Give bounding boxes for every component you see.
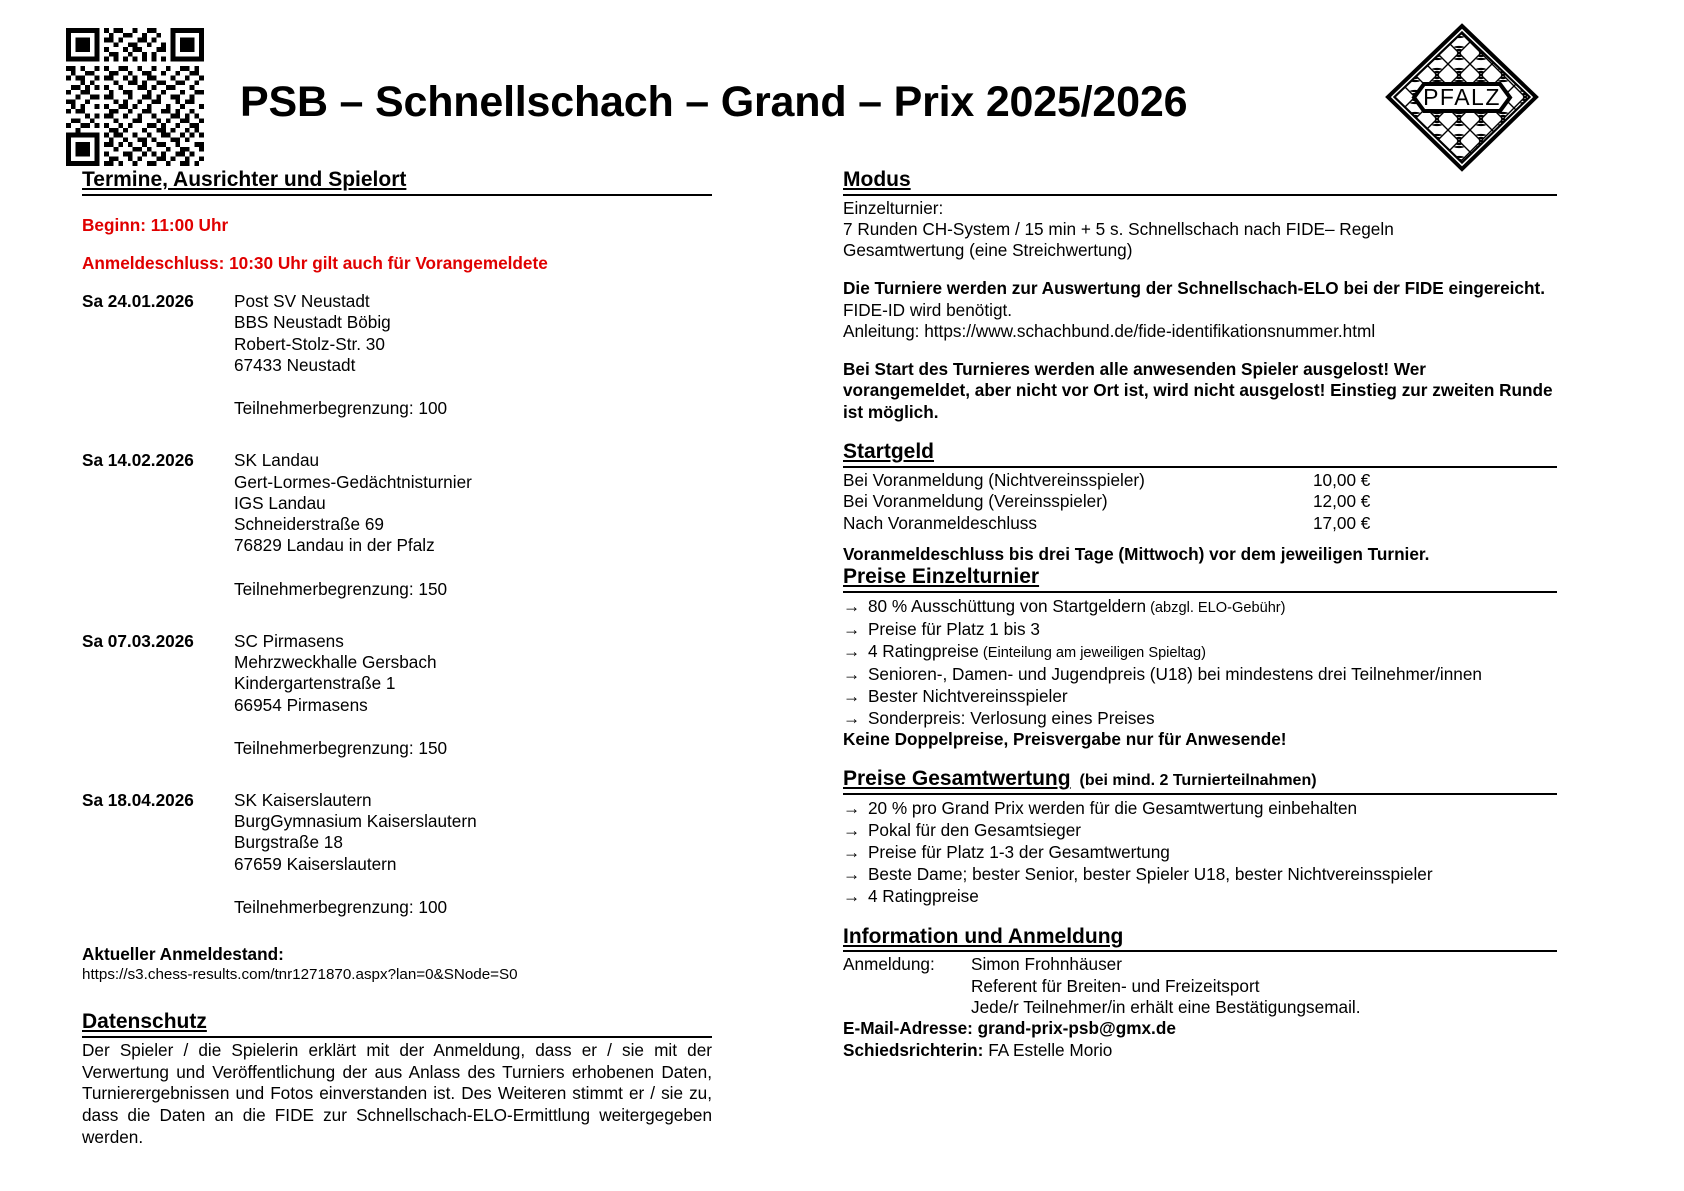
event-date: Sa 14.02.2026 bbox=[82, 450, 194, 471]
section-heading-modus bbox=[843, 168, 1557, 196]
event-date: Sa 24.01.2026 bbox=[82, 291, 194, 312]
anmeldeschluss-text: Anmeldeschluss: 10:30 Uhr gilt auch für Vorangemeldete bbox=[82, 253, 548, 273]
gesamt-preis-item-text: Preise für Platz 1-3 der Gesamtwertung bbox=[863, 842, 1170, 863]
schiedsrichterin-value: FA Estelle Morio bbox=[988, 1039, 1113, 1060]
event-participant-limit: Teilnehmerbegrenzung: 150 bbox=[234, 737, 448, 758]
startgeld-row bbox=[843, 491, 1557, 513]
section-heading-termine bbox=[82, 168, 712, 196]
section-heading-preise-gesamt bbox=[843, 767, 1557, 795]
anmeldestand-url[interactable]: https://s3.chess-results.com/tnr1271870.aspx?lan=0&SNode=S0 bbox=[82, 966, 518, 984]
auslosung-notice: Bei Start des Turnieres werden alle anwesenden Spieler ausgelost! Wer vorangemeldet, aber nicht vor Ort ist, wird nicht ausgelost! Einstieg zur zweiten Runde ist möglich. bbox=[843, 359, 1558, 422]
event-venue-line: SK Landau bbox=[234, 450, 320, 471]
spacer bbox=[82, 419, 712, 450]
pfalz-chess-diamond-logo-icon bbox=[1382, 20, 1542, 175]
beginn-text: Beginn: 11:00 Uhr bbox=[82, 214, 229, 235]
preise-einzel-list bbox=[843, 595, 1557, 729]
event-venue-line: SK Kaiserslautern bbox=[234, 789, 372, 810]
anmeldung-role-row bbox=[843, 976, 1557, 997]
spacer-cell-2 bbox=[843, 997, 971, 1018]
event-row bbox=[82, 291, 712, 419]
email-value[interactable]: grand-prix-psb@gmx.de bbox=[977, 1018, 1176, 1039]
event-venue-line: 76829 Landau in der Pfalz bbox=[234, 535, 435, 556]
event-date: Sa 18.04.2026 bbox=[82, 789, 194, 810]
gesamt-preis-item bbox=[843, 841, 1557, 863]
modus-line-2: 7 Runden CH-System / 15 min + 5 s. Schnellschach nach FIDE– Regeln bbox=[843, 219, 1394, 239]
gesamt-preis-item-text: Pokal für den Gesamtsieger bbox=[863, 820, 1082, 841]
event-row bbox=[82, 450, 712, 599]
preis-item bbox=[843, 640, 1557, 663]
spacer bbox=[82, 600, 712, 631]
datenschutz-body: Der Spieler / die Spielerin erklärt mit der Anmeldung, dass er / sie mit der Verwertung und Veröffentlichung der aus Anlass des Turniers erhobenen Daten, Turnierergebnissen und Fotos einverstanden ist. Des Weiteren stimmt er / sie zu, dass die Daten an die FIDE zur Schnellschach-ELO-Ermittlung weitergegeben werden. bbox=[82, 1039, 712, 1147]
gesamt-preis-item-text: 4 Ratingpreise bbox=[863, 886, 979, 907]
anmeldestand-label: Aktueller Anmeldestand: bbox=[82, 944, 284, 965]
left-column bbox=[82, 168, 712, 1149]
modus-line-3: Gesamtwertung (eine Streichwertung) bbox=[843, 240, 1133, 261]
arrow-right-icon: → bbox=[843, 663, 861, 684]
spacer bbox=[82, 918, 712, 935]
event-venue-line: 66954 Pirmasens bbox=[234, 694, 368, 715]
spacer-cell bbox=[843, 976, 971, 997]
preis-item-note: (Einteilung am jeweiligen Spieltag) bbox=[978, 645, 1206, 662]
keine-doppelpreise-note: Keine Doppelpreise, Preisvergabe nur für Anwesende! bbox=[843, 729, 1287, 750]
preise-gesamt-heading-suffix: (bei mind. 2 Turnierteilnahmen) bbox=[1079, 772, 1317, 790]
gesamt-preis-item-text: 20 % pro Grand Prix werden für die Gesamtwertung einbehalten bbox=[863, 798, 1358, 819]
section-heading-datenschutz bbox=[82, 1010, 712, 1038]
event-row bbox=[82, 631, 712, 759]
anmeldung-note-row bbox=[843, 997, 1557, 1018]
arrow-right-icon: → bbox=[843, 641, 861, 662]
section-heading-preise-einzel bbox=[843, 565, 1557, 593]
event-participant-limit: Teilnehmerbegrenzung: 100 bbox=[234, 896, 448, 917]
startgeld-table bbox=[843, 470, 1557, 536]
gesamt-preis-item-text: Beste Dame; bester Senior, bester Spieler U18, bester Nichtvereinsspieler bbox=[863, 864, 1433, 885]
preis-item bbox=[843, 663, 1557, 685]
spacer bbox=[82, 759, 712, 790]
gesamt-preis-item bbox=[843, 819, 1557, 841]
anmeldung-note: Jede/r Teilnehmer/in erhält eine Bestätigungsemail. bbox=[971, 996, 1361, 1017]
section-heading-information bbox=[843, 925, 1557, 953]
termine-heading-text: Termine, Ausrichter und Spielort bbox=[82, 168, 407, 191]
modus-heading-text: Modus bbox=[843, 168, 911, 191]
arrow-right-icon: → bbox=[843, 596, 861, 617]
section-heading-startgeld bbox=[843, 440, 1557, 468]
startgeld-amount: 17,00 € bbox=[1313, 513, 1371, 534]
arrow-right-icon: → bbox=[843, 820, 861, 841]
datenschutz-heading-text: Datenschutz bbox=[82, 1010, 207, 1034]
page-title: PSB – Schnellschach – Grand – Prix 2025/2026 bbox=[240, 78, 1188, 126]
event-venue-line: BurgGymnasium Kaiserslautern bbox=[234, 811, 477, 832]
event-participant-limit: Teilnehmerbegrenzung: 100 bbox=[234, 398, 448, 419]
preis-item-text: Sonderpreis: Verlosung eines Preises bbox=[863, 707, 1155, 728]
anmeldung-role: Referent für Breiten- und Freizeitsport bbox=[971, 975, 1260, 996]
startgeld-label: Nach Voranmeldeschluss bbox=[843, 513, 1037, 534]
event-venue bbox=[234, 790, 712, 918]
anmeldung-name: Simon Frohnhäuser bbox=[971, 954, 1122, 975]
event-date: Sa 07.03.2026 bbox=[82, 630, 194, 651]
schiedsrichterin-label: Schiedsrichterin: bbox=[843, 1039, 989, 1060]
event-venue-line: BBS Neustadt Böbig bbox=[234, 312, 391, 333]
event-venue-line: 67659 Kaiserslautern bbox=[234, 853, 397, 874]
arrow-right-icon: → bbox=[843, 618, 861, 639]
information-heading-text: Information und Anmeldung bbox=[843, 924, 1124, 948]
gesamt-preis-item bbox=[843, 885, 1557, 907]
preis-item-text: Bester Nichtvereinsspieler bbox=[863, 685, 1068, 706]
anmeldung-row bbox=[843, 954, 1557, 975]
preis-item-text: Preise für Platz 1 bis 3 bbox=[863, 618, 1040, 639]
event-venue bbox=[234, 631, 712, 759]
event-venue-line: Post SV Neustadt bbox=[234, 291, 370, 312]
startgeld-label: Bei Voranmeldung (Nichtvereinsspieler) bbox=[843, 469, 1145, 490]
preise-gesamt-heading-text: Preise Gesamtwertung bbox=[843, 767, 1071, 791]
preis-item bbox=[843, 707, 1557, 729]
schiedsrichterin-row bbox=[843, 1040, 1557, 1061]
preis-item bbox=[843, 685, 1557, 707]
startgeld-amount: 12,00 € bbox=[1313, 491, 1371, 512]
preis-item-text: 80 % Ausschüttung von Startgeldern bbox=[863, 596, 1147, 617]
event-venue bbox=[234, 450, 712, 599]
event-row bbox=[82, 790, 712, 918]
arrow-right-icon: → bbox=[843, 842, 861, 863]
event-venue-line: Burgstraße 18 bbox=[234, 832, 343, 853]
preise-einzel-heading-text: Preise Einzelturnier bbox=[843, 565, 1040, 589]
preis-item bbox=[843, 595, 1557, 618]
preis-item-text: 4 Ratingpreise bbox=[863, 641, 979, 662]
qr-code-icon[interactable] bbox=[66, 28, 204, 166]
voranmeldeschluss-note: Voranmeldeschluss bis drei Tage (Mittwoch) vor dem jeweiligen Turnier. bbox=[843, 544, 1430, 565]
event-venue-line: SC Pirmasens bbox=[234, 630, 344, 651]
email-row bbox=[843, 1018, 1557, 1039]
fide-auswertung-bold: Die Turniere werden zur Auswertung der Schnellschach-ELO bei der FIDE eingereicht. bbox=[843, 278, 1545, 299]
event-venue-line: Mehrzweckhalle Gersbach bbox=[234, 652, 437, 673]
event-venue-line: Schneiderstraße 69 bbox=[234, 514, 384, 535]
preis-item-text: Senioren-, Damen- und Jugendpreis (U18) bei mindestens drei Teilnehmer/innen bbox=[863, 663, 1482, 684]
event-venue-line: Kindergartenstraße 1 bbox=[234, 673, 396, 694]
event-venue-line: Gert-Lormes-Gedächtnisturnier bbox=[234, 471, 472, 492]
fide-auswertung-text bbox=[843, 278, 1557, 320]
startgeld-heading-text: Startgeld bbox=[843, 439, 935, 463]
fide-anleitung-url[interactable]: Anleitung: https://www.schachbund.de/fide-identifikationsnummer.html bbox=[843, 320, 1376, 341]
fide-auswertung-rest: FIDE-ID wird benötigt. bbox=[843, 278, 1550, 320]
event-venue-line: 67433 Neustadt bbox=[234, 354, 356, 375]
event-venue-line: Robert-Stolz-Str. 30 bbox=[234, 333, 385, 354]
logo-label: PFALZ bbox=[1423, 84, 1501, 110]
preise-gesamt-list bbox=[843, 797, 1557, 907]
event-venue-line: IGS Landau bbox=[234, 492, 326, 513]
arrow-right-icon: → bbox=[843, 864, 861, 885]
gesamt-preis-item bbox=[843, 863, 1557, 885]
anmeldung-key: Anmeldung: bbox=[843, 954, 935, 975]
right-column bbox=[843, 168, 1557, 1061]
arrow-right-icon: → bbox=[843, 798, 861, 819]
modus-line-1: Einzelturnier: bbox=[843, 197, 944, 218]
poster-header bbox=[0, 0, 1684, 170]
events-list bbox=[82, 291, 712, 935]
arrow-right-icon: → bbox=[843, 886, 861, 907]
event-venue bbox=[234, 291, 712, 419]
event-participant-limit: Teilnehmerbegrenzung: 150 bbox=[234, 578, 448, 599]
preis-item bbox=[843, 618, 1557, 640]
startgeld-row bbox=[843, 513, 1557, 535]
arrow-right-icon: → bbox=[843, 685, 861, 706]
startgeld-row bbox=[843, 470, 1557, 492]
startgeld-amount: 10,00 € bbox=[1313, 469, 1371, 490]
startgeld-label: Bei Voranmeldung (Vereinsspieler) bbox=[843, 491, 1108, 512]
preis-item-note: (abzgl. ELO-Gebühr) bbox=[1146, 600, 1286, 617]
arrow-right-icon: → bbox=[843, 707, 861, 728]
gesamt-preis-item bbox=[843, 797, 1557, 819]
email-label: E-Mail-Adresse: bbox=[843, 1018, 978, 1039]
